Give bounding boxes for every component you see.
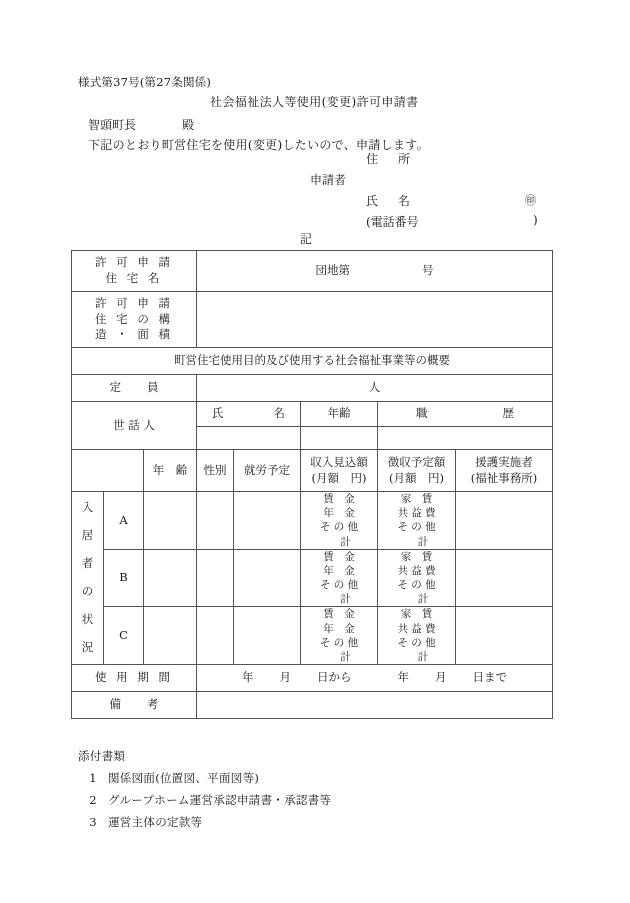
resident-support-a[interactable] [456, 492, 553, 550]
attachment-number: 2 [89, 793, 97, 807]
applicant-address-line [300, 150, 560, 171]
caretaker-name-header: 氏 名 [197, 402, 301, 427]
applicant-block [300, 150, 560, 234]
resident-key-b: B [104, 549, 144, 607]
applicant-phone-line [300, 213, 560, 234]
table-row [72, 549, 553, 607]
intro-sentence: 下記のとおり町営住宅を使用(変更)したいので、申請します。 [88, 138, 429, 152]
attachment-item [78, 814, 331, 830]
residents-gender-header: 性別 [197, 450, 234, 492]
attachments-title: 添付書類 [78, 749, 126, 763]
resident-support-b[interactable] [456, 549, 553, 607]
residents-header-blank [72, 450, 144, 492]
resident-workplan-a[interactable] [234, 492, 301, 550]
attachment-number: 3 [89, 815, 97, 829]
applicant-side-label-line [300, 171, 560, 192]
table-row-period [72, 665, 553, 692]
resident-gender-a[interactable] [197, 492, 234, 550]
application-table [71, 250, 553, 719]
table-row-purpose [72, 348, 553, 375]
caretaker-age-header: 年齢 [301, 402, 378, 427]
remarks-value[interactable] [197, 692, 553, 719]
capacity-value[interactable]: 人 [197, 375, 553, 402]
resident-collect-a[interactable]: 家 賃 共 益 費 そ の 他 計 [378, 492, 456, 550]
applicant-name-line [300, 192, 560, 213]
structure-area-value[interactable] [197, 292, 553, 348]
applicant-phone-close: ) [533, 213, 538, 227]
addressee-honorific: 殿 [182, 118, 195, 132]
applicant-side-label: 申請者 [310, 173, 347, 187]
ki-mark: 記 [300, 232, 313, 246]
structure-area-label: 許 可 申 請 住 宅 の 構 造 ・ 面 積 [72, 292, 197, 348]
applicant-name-label: 氏 名 [366, 194, 415, 208]
permit-house-name-label: 許 可 申 請 住 宅 名 [72, 251, 197, 292]
resident-workplan-c[interactable] [234, 607, 301, 665]
residents-vertical-label: 入 居 者 の 状 況 [72, 492, 104, 665]
table-row-remarks [72, 692, 553, 719]
document-title: 社会福祉法人等使用(変更)許可申請書 [210, 95, 419, 109]
resident-age-c[interactable] [144, 607, 197, 665]
form-number: 様式第37号(第27条関係) [78, 75, 212, 89]
attachments-section [78, 748, 331, 830]
attachment-text: 関係図面(位置図、平面図等) [108, 771, 260, 785]
residents-age-header: 年 齢 [144, 450, 197, 492]
attachment-text: グループホーム運営承認申請書・承認書等 [108, 793, 332, 807]
resident-support-c[interactable] [456, 607, 553, 665]
table-row [72, 607, 553, 665]
attachment-number: 1 [89, 771, 97, 785]
resident-income-a[interactable]: 賃 金 年 金 そ の 他 計 [301, 492, 378, 550]
attachment-item [78, 792, 331, 808]
resident-collect-c[interactable]: 家 賃 共 益 費 そ の 他 計 [378, 607, 456, 665]
period-value[interactable]: 年 月 日から 年 月 日まで [197, 665, 553, 692]
resident-gender-c[interactable] [197, 607, 234, 665]
remarks-label: 備 考 [72, 692, 197, 719]
caretaker-career-header: 職 歴 [378, 402, 553, 427]
period-label: 使 用 期 間 [72, 665, 197, 692]
table-row-caretaker-header [72, 402, 553, 427]
residents-collect-header: 徴収予定額 (月額 円) [378, 450, 456, 492]
resident-key-a: A [104, 492, 144, 550]
table-row-permit-house-name [72, 251, 553, 292]
addressee-name: 智頭町長 [88, 118, 137, 132]
table-row-structure-area [72, 292, 553, 348]
resident-age-b[interactable] [144, 549, 197, 607]
table-row [72, 492, 553, 550]
resident-age-a[interactable] [144, 492, 197, 550]
table-row-residents-header [72, 450, 553, 492]
purpose-heading: 町営住宅使用目的及び使用する社会福祉事業等の概要 [72, 348, 553, 375]
caretaker-name-value[interactable] [197, 427, 301, 450]
resident-income-b[interactable]: 賃 金 年 金 そ の 他 計 [301, 549, 378, 607]
seal-icon: ㊞ [525, 194, 536, 207]
capacity-label: 定 員 [72, 375, 197, 402]
resident-collect-b[interactable]: 家 賃 共 益 費 そ の 他 計 [378, 549, 456, 607]
residents-support-header: 援護実施者 (福祉事務所) [456, 450, 553, 492]
residents-income-header: 収入見込額 (月額 円) [301, 450, 378, 492]
caretaker-age-value[interactable] [301, 427, 378, 450]
permit-house-name-value[interactable]: 団地第 号 [197, 251, 553, 292]
applicant-phone-label: (電話番号 [366, 215, 419, 229]
residents-workplan-header: 就労予定 [234, 450, 301, 492]
resident-workplan-b[interactable] [234, 549, 301, 607]
addressee-line [88, 116, 194, 133]
attachment-item [78, 770, 331, 786]
resident-key-c: C [104, 607, 144, 665]
caretaker-career-value[interactable] [378, 427, 553, 450]
attachment-text: 運営主体の定款等 [108, 815, 203, 829]
resident-gender-b[interactable] [197, 549, 234, 607]
caretaker-label: 世 話 人 [72, 402, 197, 450]
table-row-capacity [72, 375, 553, 402]
applicant-address-label: 住 所 [366, 152, 415, 166]
resident-income-c[interactable]: 賃 金 年 金 そ の 他 計 [301, 607, 378, 665]
